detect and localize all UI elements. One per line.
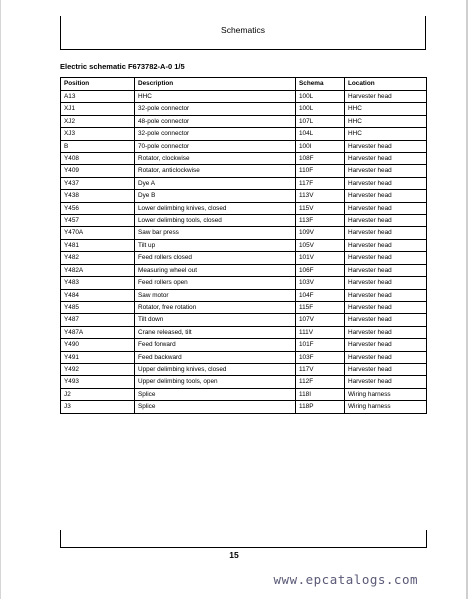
column-header-description: Description	[135, 78, 296, 91]
cell-schema: 115V	[296, 202, 345, 214]
table-row	[61, 91, 427, 103]
cell-schema: 110F	[296, 165, 345, 177]
cell-location: Harvester head	[345, 215, 427, 227]
cell-description: Tilt up	[135, 239, 296, 251]
cell-location: Harvester head	[345, 363, 427, 375]
table-row	[61, 314, 427, 326]
cell-description: 48-pole connector	[135, 115, 296, 127]
cell-schema: 105V	[296, 239, 345, 251]
cell-description: Feed rollers open	[135, 277, 296, 289]
table-row	[61, 103, 427, 115]
table-row	[61, 202, 427, 214]
column-header-position: Position	[61, 78, 135, 91]
cell-description: Saw motor	[135, 289, 296, 301]
cell-position: Y409	[61, 165, 135, 177]
header-title: Schematics	[221, 25, 265, 35]
table-row	[61, 388, 427, 400]
cell-description: 32-pole connector	[135, 128, 296, 140]
cell-schema: 104F	[296, 289, 345, 301]
table-row	[61, 376, 427, 388]
cell-position: Y487	[61, 314, 135, 326]
cell-location: HHC	[345, 128, 427, 140]
footer-rule-left	[60, 530, 61, 548]
cell-position: Y438	[61, 190, 135, 202]
cell-location: Wiring harness	[345, 388, 427, 400]
cell-location: Harvester head	[345, 339, 427, 351]
cell-description: HHC	[135, 91, 296, 103]
cell-description: Upper delimbing tools, open	[135, 376, 296, 388]
cell-position: J2	[61, 388, 135, 400]
cell-schema: 106F	[296, 264, 345, 276]
cell-location: Harvester head	[345, 227, 427, 239]
cell-schema: 100I	[296, 140, 345, 152]
cell-description: Saw bar press	[135, 227, 296, 239]
cell-schema: 100L	[296, 103, 345, 115]
cell-location: Harvester head	[345, 264, 427, 276]
cell-schema: 101V	[296, 252, 345, 264]
cell-position: Y485	[61, 301, 135, 313]
table-row	[61, 165, 427, 177]
table-row	[61, 153, 427, 165]
footer-divider	[60, 547, 427, 548]
cell-schema: 118I	[296, 388, 345, 400]
cell-location: Harvester head	[345, 277, 427, 289]
cell-location: Wiring harness	[345, 401, 427, 413]
column-header-location: Location	[345, 78, 427, 91]
table-row	[61, 252, 427, 264]
cell-position: B	[61, 140, 135, 152]
column-header-schema: Schema	[296, 78, 345, 91]
page-edge-left	[0, 0, 1, 599]
watermark: www.epcatalogs.com	[273, 572, 418, 587]
cell-schema: 109V	[296, 227, 345, 239]
cell-position: Y456	[61, 202, 135, 214]
cell-location: Harvester head	[345, 351, 427, 363]
table-row	[61, 351, 427, 363]
cell-position: Y470A	[61, 227, 135, 239]
cell-location: HHC	[345, 115, 427, 127]
page-header	[60, 16, 426, 50]
cell-location: Harvester head	[345, 289, 427, 301]
component-table	[60, 77, 427, 414]
table-row	[61, 277, 427, 289]
cell-position: Y482A	[61, 264, 135, 276]
cell-location: Harvester head	[345, 140, 427, 152]
cell-position: J3	[61, 401, 135, 413]
table-header-row	[61, 78, 427, 91]
cell-position: Y492	[61, 363, 135, 375]
cell-position: Y437	[61, 177, 135, 189]
cell-position: Y487A	[61, 326, 135, 338]
cell-position: Y481	[61, 239, 135, 251]
table-row	[61, 363, 427, 375]
cell-description: 32-pole connector	[135, 103, 296, 115]
cell-schema: 117V	[296, 363, 345, 375]
page-number: 15	[229, 550, 239, 560]
cell-description: Lower delimbing knives, closed	[135, 202, 296, 214]
table-row	[61, 401, 427, 413]
cell-schema: 113V	[296, 190, 345, 202]
table-row	[61, 301, 427, 313]
cell-description: Dye B	[135, 190, 296, 202]
cell-description: Splice	[135, 388, 296, 400]
cell-schema: 111V	[296, 326, 345, 338]
cell-schema: 117F	[296, 177, 345, 189]
table-row	[61, 264, 427, 276]
cell-location: Harvester head	[345, 301, 427, 313]
cell-schema: 104L	[296, 128, 345, 140]
cell-schema: 100L	[296, 91, 345, 103]
cell-description: Tilt down	[135, 314, 296, 326]
cell-schema: 118P	[296, 401, 345, 413]
table-row	[61, 177, 427, 189]
cell-description: Rotator, clockwise	[135, 153, 296, 165]
cell-position: A13	[61, 91, 135, 103]
table-row	[61, 128, 427, 140]
cell-schema: 103V	[296, 277, 345, 289]
cell-description: Lower delimbing tools, closed	[135, 215, 296, 227]
cell-location: Harvester head	[345, 326, 427, 338]
table-row	[61, 239, 427, 251]
cell-schema: 101F	[296, 339, 345, 351]
cell-position: Y484	[61, 289, 135, 301]
cell-location: Harvester head	[345, 202, 427, 214]
cell-description: Feed backward	[135, 351, 296, 363]
cell-location: Harvester head	[345, 91, 427, 103]
cell-schema: 107L	[296, 115, 345, 127]
cell-location: Harvester head	[345, 252, 427, 264]
cell-position: XJ2	[61, 115, 135, 127]
cell-description: Dye A	[135, 177, 296, 189]
cell-position: XJ1	[61, 103, 135, 115]
cell-description: Crane released, tilt	[135, 326, 296, 338]
cell-location: Harvester head	[345, 239, 427, 251]
cell-position: Y491	[61, 351, 135, 363]
cell-description: Splice	[135, 401, 296, 413]
table-row	[61, 115, 427, 127]
cell-description: Rotator, free rotation	[135, 301, 296, 313]
cell-position: Y457	[61, 215, 135, 227]
cell-position: Y493	[61, 376, 135, 388]
cell-schema: 115F	[296, 301, 345, 313]
cell-location: HHC	[345, 103, 427, 115]
cell-location: Harvester head	[345, 314, 427, 326]
cell-location: Harvester head	[345, 177, 427, 189]
cell-location: Harvester head	[345, 190, 427, 202]
cell-position: Y483	[61, 277, 135, 289]
footer-rule-right	[426, 530, 427, 548]
cell-position: Y490	[61, 339, 135, 351]
cell-description: Rotator, anticlockwise	[135, 165, 296, 177]
cell-schema: 108F	[296, 153, 345, 165]
cell-position: Y482	[61, 252, 135, 264]
cell-description: Measuring wheel out	[135, 264, 296, 276]
cell-location: Harvester head	[345, 153, 427, 165]
table-row	[61, 289, 427, 301]
cell-location: Harvester head	[345, 165, 427, 177]
table-row	[61, 339, 427, 351]
table-row	[61, 326, 427, 338]
cell-schema: 113F	[296, 215, 345, 227]
schematic-title: Electric schematic F673782-A-0 1/5	[60, 62, 185, 71]
cell-position: XJ3	[61, 128, 135, 140]
cell-location: Harvester head	[345, 376, 427, 388]
table-row	[61, 215, 427, 227]
table-row	[61, 227, 427, 239]
table-row	[61, 190, 427, 202]
cell-schema: 112F	[296, 376, 345, 388]
cell-position: Y408	[61, 153, 135, 165]
cell-description: Upper delimbing knives, closed	[135, 363, 296, 375]
cell-description: Feed forward	[135, 339, 296, 351]
cell-description: Feed rollers closed	[135, 252, 296, 264]
table-row	[61, 140, 427, 152]
cell-schema: 107V	[296, 314, 345, 326]
cell-schema: 103F	[296, 351, 345, 363]
cell-description: 70-pole connector	[135, 140, 296, 152]
